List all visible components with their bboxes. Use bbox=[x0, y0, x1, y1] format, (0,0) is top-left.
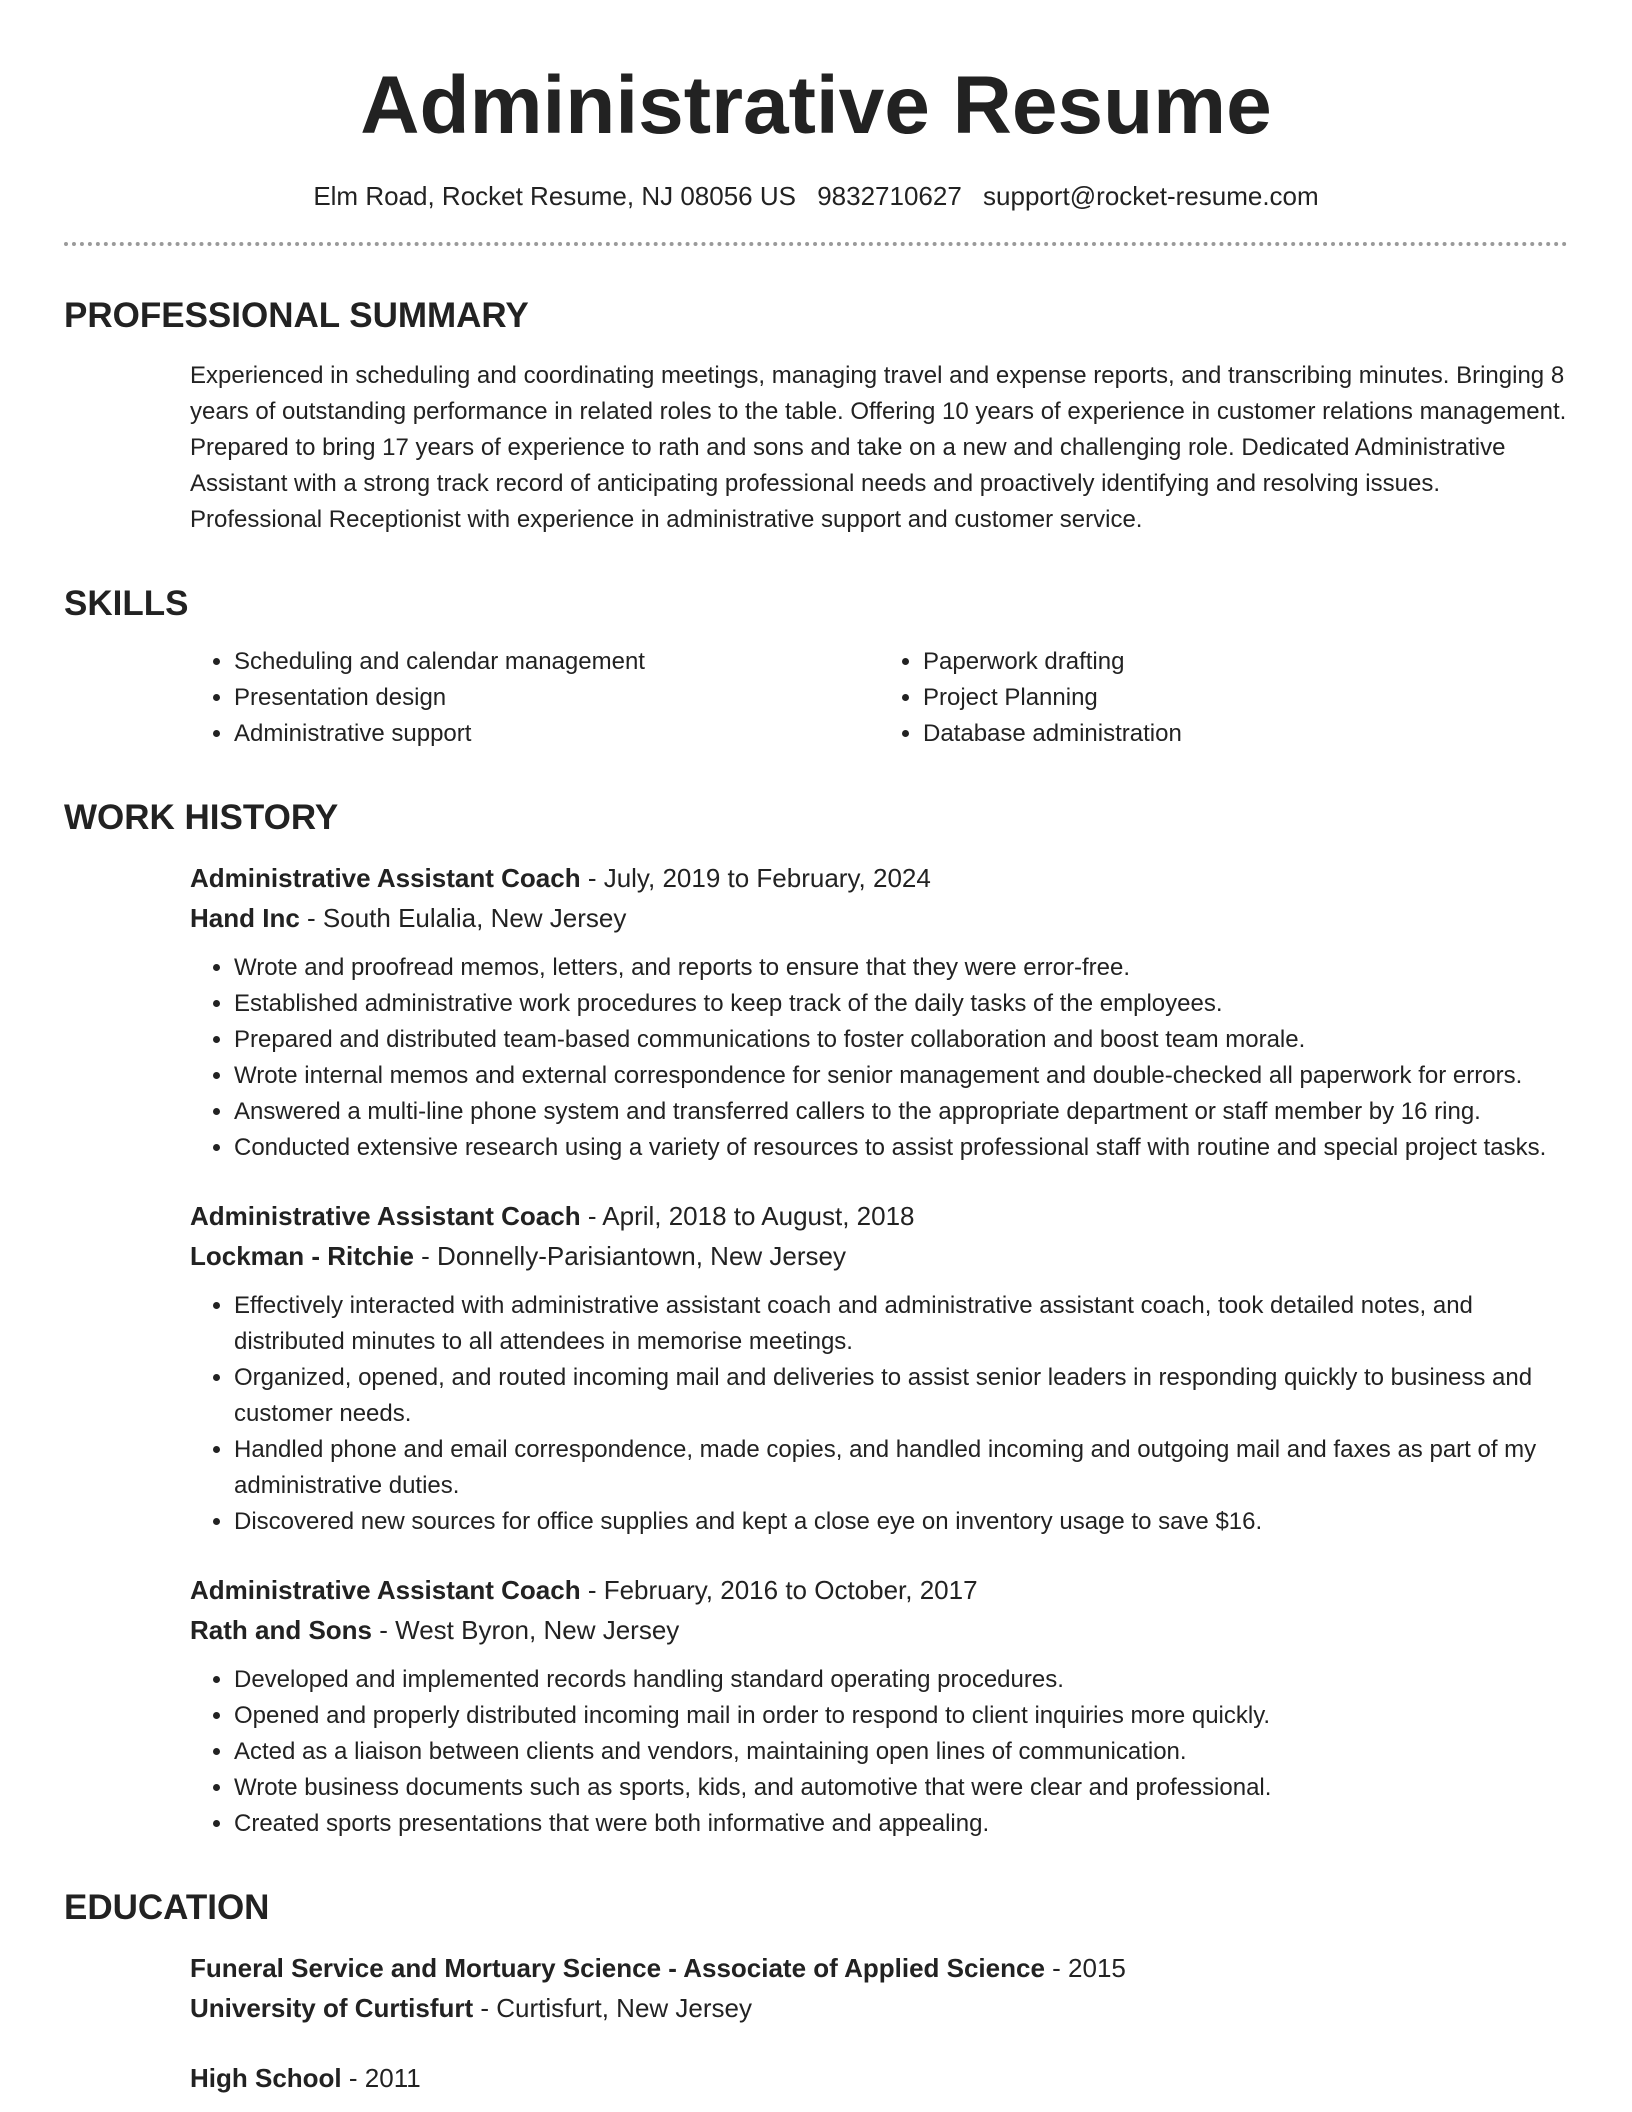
skill-item: • Scheduling and calendar management bbox=[234, 644, 879, 680]
header-divider bbox=[64, 242, 1568, 246]
summary-text: Experienced in scheduling and coordinating meetings, managing travel and expense reports, and transcribing minutes. Bringing 8 years of outstanding performance in related roles to the table. Offering 10 years of experience in customer relations management. Prepared to bring 17 years of experience to rath and sons and take on a new and challenging role. Dedicated Administrative Assistant with a strong track record of anticipating professional needs and proactively identifying and resolving issues. Professional Receptionist with experience in administrative support and customer service. bbox=[190, 362, 1567, 533]
job-title-line bbox=[190, 1570, 1568, 1610]
contact-address: Elm Road, Rocket Resume, NJ 08056 US bbox=[313, 181, 796, 211]
education-degree: Funeral Service and Mortuary Science - Associate of Applied Science bbox=[190, 1953, 1045, 1983]
education-heading: EDUCATION bbox=[64, 1888, 270, 1927]
education-year: - 2015 bbox=[1044, 1953, 1126, 1983]
skills-heading: SKILLS bbox=[64, 584, 189, 623]
job-bullet-list bbox=[190, 1288, 1568, 1540]
job-role: Administrative Assistant Coach bbox=[190, 1575, 581, 1605]
job-entry bbox=[190, 1570, 1568, 1842]
education-entry bbox=[190, 1948, 1568, 2028]
education-school-line bbox=[190, 1988, 1568, 2028]
job-bullet: • Handled phone and email correspondence, made copies, and handled incoming and outgoing mail and faxes as part of my administrative duties. bbox=[234, 1432, 1568, 1504]
work-history-section bbox=[64, 796, 1568, 1842]
job-dates: - February, 2016 to October, 2017 bbox=[580, 1575, 978, 1605]
resume-title: Administrative Resume bbox=[360, 60, 1272, 151]
job-company-line bbox=[190, 898, 1568, 938]
skills-section bbox=[64, 582, 1568, 752]
summary-section bbox=[64, 294, 1568, 538]
summary-heading: PROFESSIONAL SUMMARY bbox=[64, 296, 529, 335]
contact-email: support@rocket-resume.com bbox=[983, 181, 1319, 211]
job-company-line bbox=[190, 1610, 1568, 1650]
job-bullet: • Wrote internal memos and external correspondence for senior management and double-checked all paperwork for errors. bbox=[234, 1058, 1568, 1094]
contact-line bbox=[64, 178, 1568, 214]
job-role: Administrative Assistant Coach bbox=[190, 1201, 581, 1231]
job-bullet-list bbox=[190, 1662, 1568, 1842]
job-bullet: • Effectively interacted with administrative assistant coach and administrative assistant coach, took detailed notes, and distributed minutes to all attendees in memorise meetings. bbox=[234, 1288, 1568, 1360]
job-entry bbox=[190, 858, 1568, 1166]
education-degree-line bbox=[190, 1948, 1568, 1988]
job-bullet: • Organized, opened, and routed incoming mail and deliveries to assist senior leaders in responding quickly to business and customer needs. bbox=[234, 1360, 1568, 1432]
skill-item: • Paperwork drafting bbox=[923, 644, 1568, 680]
job-company: Lockman - Ritchie bbox=[190, 1241, 414, 1271]
job-bullet: • Acted as a liaison between clients and vendors, maintaining open lines of communication. bbox=[234, 1734, 1568, 1770]
job-company: Rath and Sons bbox=[190, 1615, 373, 1645]
job-dates: - July, 2019 to February, 2024 bbox=[580, 863, 931, 893]
job-bullet: • Established administrative work procedures to keep track of the daily tasks of the employees. bbox=[234, 986, 1568, 1022]
job-bullet: • Created sports presentations that were both informative and appealing. bbox=[234, 1806, 1568, 1842]
job-bullet-list bbox=[190, 950, 1568, 1166]
skill-item: • Database administration bbox=[923, 716, 1568, 752]
job-bullet: • Opened and properly distributed incoming mail in order to respond to client inquiries more quickly. bbox=[234, 1698, 1568, 1734]
skill-item: • Administrative support bbox=[234, 716, 879, 752]
job-company-line bbox=[190, 1236, 1568, 1276]
work-history-heading: WORK HISTORY bbox=[64, 798, 339, 837]
skill-item: • Project Planning bbox=[923, 680, 1568, 716]
job-dates: - April, 2018 to August, 2018 bbox=[580, 1201, 915, 1231]
skills-columns bbox=[190, 644, 1568, 752]
education-degree-line bbox=[190, 2058, 1568, 2098]
education-section bbox=[64, 1886, 1568, 2098]
skills-list-left bbox=[190, 644, 879, 752]
job-bullet: • Conducted extensive research using a variety of resources to assist professional staff with routine and special project tasks. bbox=[234, 1130, 1568, 1166]
job-bullet: • Developed and implemented records handling standard operating procedures. bbox=[234, 1662, 1568, 1698]
education-location: - Curtisfurt, New Jersey bbox=[473, 1993, 752, 2023]
education-degree: High School bbox=[190, 2063, 342, 2093]
skill-item: • Presentation design bbox=[234, 680, 879, 716]
job-bullet: • Answered a multi-line phone system and transferred callers to the appropriate department or staff member by 16 ring. bbox=[234, 1094, 1568, 1130]
education-year: - 2011 bbox=[341, 2063, 421, 2093]
job-location: - West Byron, New Jersey bbox=[372, 1615, 680, 1645]
job-entry bbox=[190, 1196, 1568, 1540]
job-bullet: • Wrote and proofread memos, letters, and reports to ensure that they were error-free. bbox=[234, 950, 1568, 986]
job-title-line bbox=[190, 1196, 1568, 1236]
contact-phone: 9832710627 bbox=[817, 181, 962, 211]
job-location: - Donnelly-Parisiantown, New Jersey bbox=[413, 1241, 846, 1271]
job-bullet: • Wrote business documents such as sports, kids, and automotive that were clear and professional. bbox=[234, 1770, 1568, 1806]
job-company: Hand Inc bbox=[190, 903, 300, 933]
job-bullet: • Discovered new sources for office supplies and kept a close eye on inventory usage to save $16. bbox=[234, 1504, 1568, 1540]
skills-list-right bbox=[879, 644, 1568, 752]
job-location: - South Eulalia, New Jersey bbox=[299, 903, 627, 933]
job-title-line bbox=[190, 858, 1568, 898]
education-entry bbox=[190, 2058, 1568, 2098]
job-bullet: • Prepared and distributed team-based communications to foster collaboration and boost team morale. bbox=[234, 1022, 1568, 1058]
education-school: University of Curtisfurt bbox=[190, 1993, 474, 2023]
job-role: Administrative Assistant Coach bbox=[190, 863, 581, 893]
